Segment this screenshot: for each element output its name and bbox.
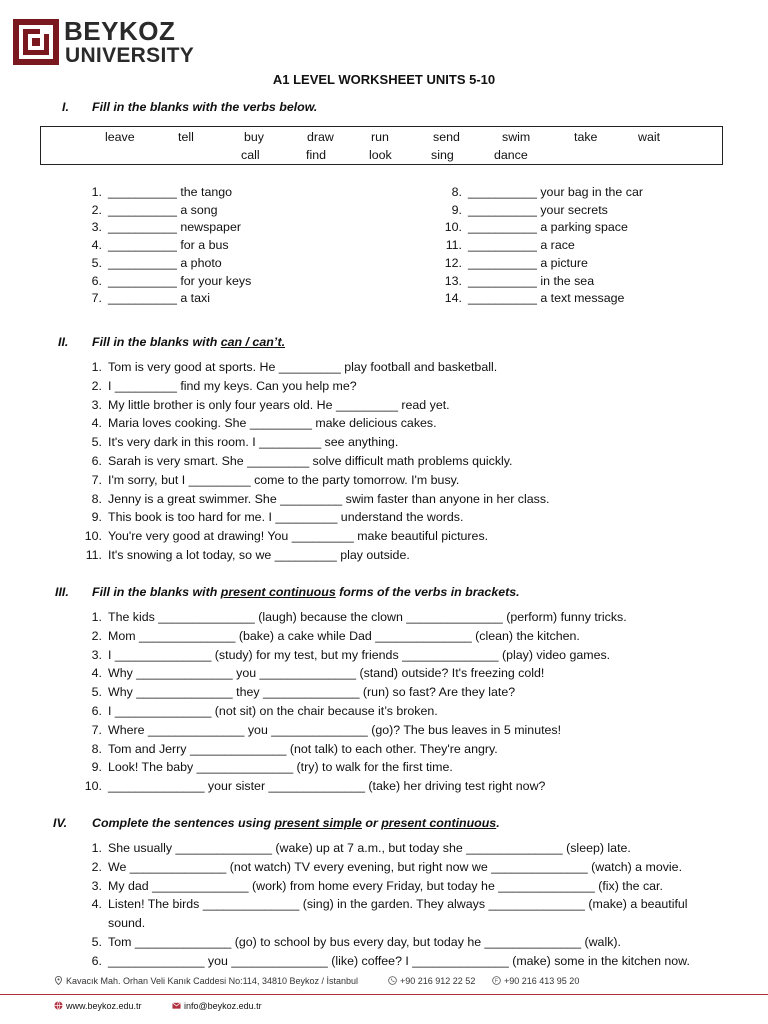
- item-number: 2.: [91, 378, 102, 393]
- section-2-instruction: Fill in the blanks with can / can’t.: [92, 335, 286, 349]
- item-number: 4.: [91, 238, 102, 253]
- item-text: Listen! The birds ______________ (sing) in the garden. They always ______________ (make) a beautiful: [108, 897, 688, 912]
- item-number: 6.: [91, 953, 102, 968]
- item-text: ______________ you ______________ (like) coffee? I ______________ (make) some in the kitchen now.: [108, 953, 690, 968]
- footer-divider: [0, 994, 768, 995]
- item-number: 4.: [91, 897, 102, 912]
- verb-word: dance: [494, 148, 528, 162]
- item-text: __________ your secrets: [468, 202, 608, 217]
- item-number: 1.: [91, 185, 102, 199]
- globe-icon: [54, 1001, 63, 1010]
- item-number: 11.: [445, 238, 462, 253]
- verb-word: call: [241, 148, 260, 162]
- item-number: 2.: [91, 859, 102, 874]
- item-text: The kids ______________ (laugh) because the clown ______________ (perform) funny tricks.: [108, 610, 627, 624]
- envelope-icon: [172, 1001, 181, 1010]
- item-text: __________ your bag in the car: [468, 185, 643, 199]
- item-text: __________ a race: [468, 238, 575, 253]
- item-text: It's very dark in this room. I _________ see anything.: [108, 435, 399, 450]
- item-number: 6.: [91, 273, 102, 288]
- item-number: 9.: [451, 202, 462, 217]
- item-text: My little brother is only four years old. He _________ read yet.: [108, 397, 450, 412]
- verb-word: tell: [178, 130, 194, 144]
- section-3-number: III.: [55, 585, 69, 599]
- item-text: ______________ your sister ______________ (take) her driving test right now?: [108, 779, 546, 794]
- item-number: 10.: [84, 529, 102, 544]
- item-text: It's snowing a lot today, so we _________ play outside.: [108, 548, 410, 562]
- item-text: Look! The baby ______________ (try) to walk for the first time.: [108, 760, 453, 775]
- item-number: 8.: [451, 185, 462, 199]
- item-text: sound.: [108, 916, 146, 931]
- section-4-number: IV.: [53, 816, 68, 830]
- item-number: 1.: [91, 360, 102, 374]
- svg-text:F: F: [494, 978, 499, 985]
- item-text: __________ in the sea: [468, 273, 595, 288]
- item-text: Jenny is a great swimmer. She _________ swim faster than anyone in her class.: [108, 491, 550, 506]
- item-text: We ______________ (not watch) TV every evening, but right now we ______________ (watch) a movie.: [108, 859, 683, 874]
- item-text: __________ for your keys: [108, 273, 252, 288]
- verb-word: swim: [502, 130, 531, 144]
- item-number: 6.: [91, 454, 102, 468]
- footer-email[interactable]: info@beykoz.edu.tr: [172, 1001, 262, 1011]
- item-text: __________ a photo: [108, 255, 222, 270]
- item-text: __________ a taxi: [108, 291, 210, 306]
- item-text: Maria loves cooking. She _________ make delicious cakes.: [108, 416, 437, 431]
- item-text: Tom ______________ (go) to school by bus every day, but today he ______________ (walk).: [108, 935, 621, 949]
- item-text: I'm sorry, but I _________ come to the party tomorrow. I'm busy.: [108, 472, 460, 487]
- section-3-instruction: Fill in the blanks with present continuous forms of the verbs in brackets.: [92, 585, 520, 599]
- item-number: 8.: [91, 741, 102, 756]
- item-number: 4.: [91, 416, 102, 431]
- item-number: 6.: [91, 704, 102, 718]
- section-1-instruction: Fill in the blanks with the verbs below.: [92, 100, 318, 114]
- footer-website[interactable]: www.beykoz.edu.tr: [54, 1001, 142, 1011]
- item-text: Tom and Jerry ______________ (not talk) to each other. They're angry.: [108, 741, 498, 756]
- brand-subtitle: UNIVERSITY: [65, 44, 195, 67]
- item-text: Tom is very good at sports. He _________ play football and basketball.: [108, 360, 498, 374]
- fax-icon: [492, 976, 501, 985]
- item-number: 4.: [91, 666, 102, 681]
- item-number: 9.: [91, 510, 102, 525]
- item-number: 5.: [91, 255, 102, 270]
- worksheet-title: A1 LEVEL WORKSHEET UNITS 5-10: [272, 72, 496, 87]
- item-number: 8.: [91, 491, 102, 506]
- verb-word: find: [306, 148, 326, 162]
- item-text: This book is too hard for me. I _________ understand the words.: [108, 510, 464, 525]
- location-pin-icon: [54, 976, 63, 985]
- verb-word: leave: [105, 130, 135, 144]
- item-text: __________ a song: [108, 202, 218, 217]
- verb-word: send: [433, 130, 460, 144]
- item-number: 3.: [91, 397, 102, 412]
- item-text: __________ for a bus: [108, 238, 229, 253]
- verb-word: look: [369, 148, 392, 162]
- item-text: Where ______________ you ______________ (go)? The bus leaves in 5 minutes!: [108, 722, 562, 737]
- item-number: 11.: [85, 548, 102, 562]
- verb-word: sing: [431, 148, 454, 162]
- item-number: 2.: [91, 628, 102, 643]
- item-number: 10.: [84, 779, 102, 794]
- item-text: __________ newspaper: [108, 220, 241, 235]
- item-number: 14.: [444, 291, 462, 306]
- item-number: 7.: [91, 722, 102, 737]
- brand-name: BEYKOZ: [64, 16, 176, 46]
- item-text: My dad ______________ (work) from home every Friday, but today he ______________ (fix) the car.: [108, 878, 663, 893]
- section-1-number: I.: [62, 100, 69, 114]
- item-number: 7.: [91, 472, 102, 487]
- item-text: You're very good at drawing! You _________ make beautiful pictures.: [108, 529, 489, 544]
- item-number: 13.: [444, 273, 462, 288]
- verb-word: draw: [307, 130, 334, 144]
- item-number: 12.: [444, 255, 462, 270]
- item-text: Mom ______________ (bake) a cake while Dad ______________ (clean) the kitchen.: [108, 628, 580, 643]
- item-text: __________ a picture: [468, 255, 588, 270]
- phone-icon: [388, 976, 397, 985]
- item-number: 1.: [91, 610, 102, 624]
- footer-fax: F +90 216 413 95 20: [492, 976, 579, 986]
- item-text: __________ the tango: [108, 185, 233, 199]
- item-number: 10.: [444, 220, 462, 235]
- item-text: I ______________ (study) for my test, but my friends ______________ (play) video games.: [108, 647, 611, 662]
- item-text: I ______________ (not sit) on the chair because it’s broken.: [108, 704, 438, 718]
- item-number: 1.: [91, 841, 102, 855]
- university-logo-icon: [13, 19, 59, 65]
- item-text: I _________ find my keys. Can you help me?: [108, 378, 357, 393]
- item-text: Sarah is very smart. She _________ solve difficult math problems quickly.: [108, 454, 513, 468]
- item-number: 2.: [91, 202, 102, 217]
- verb-word: run: [371, 130, 389, 144]
- section-2-number: II.: [58, 335, 69, 349]
- item-number: 3.: [91, 647, 102, 662]
- item-text: Why ______________ they ______________ (run) so fast? Are they late?: [108, 685, 516, 700]
- section-4-instruction: Complete the sentences using present simple or present continuous.: [92, 816, 500, 830]
- item-number: 5.: [91, 435, 102, 450]
- item-text: __________ a parking space: [468, 220, 628, 235]
- item-text: Why ______________ you ______________ (stand) outside? It's freezing cold!: [108, 666, 545, 681]
- item-number: 5.: [91, 935, 102, 949]
- item-number: 3.: [91, 878, 102, 893]
- item-number: 3.: [91, 220, 102, 235]
- item-text: She usually ______________ (wake) up at 7 a.m., but today she ______________ (sleep) late.: [108, 841, 631, 855]
- item-number: 5.: [91, 685, 102, 700]
- footer-address: Kavacık Mah. Orhan Veli Kanık Caddesi No:114, 34810 Beykoz / İstanbul: [54, 976, 358, 986]
- item-number: 7.: [91, 291, 102, 306]
- footer-phone: +90 216 912 22 52: [388, 976, 475, 986]
- verb-word: take: [574, 130, 598, 144]
- item-text: __________ a text message: [468, 291, 625, 306]
- item-number: 9.: [91, 760, 102, 775]
- verb-word: buy: [244, 130, 264, 144]
- verb-word: wait: [638, 130, 661, 144]
